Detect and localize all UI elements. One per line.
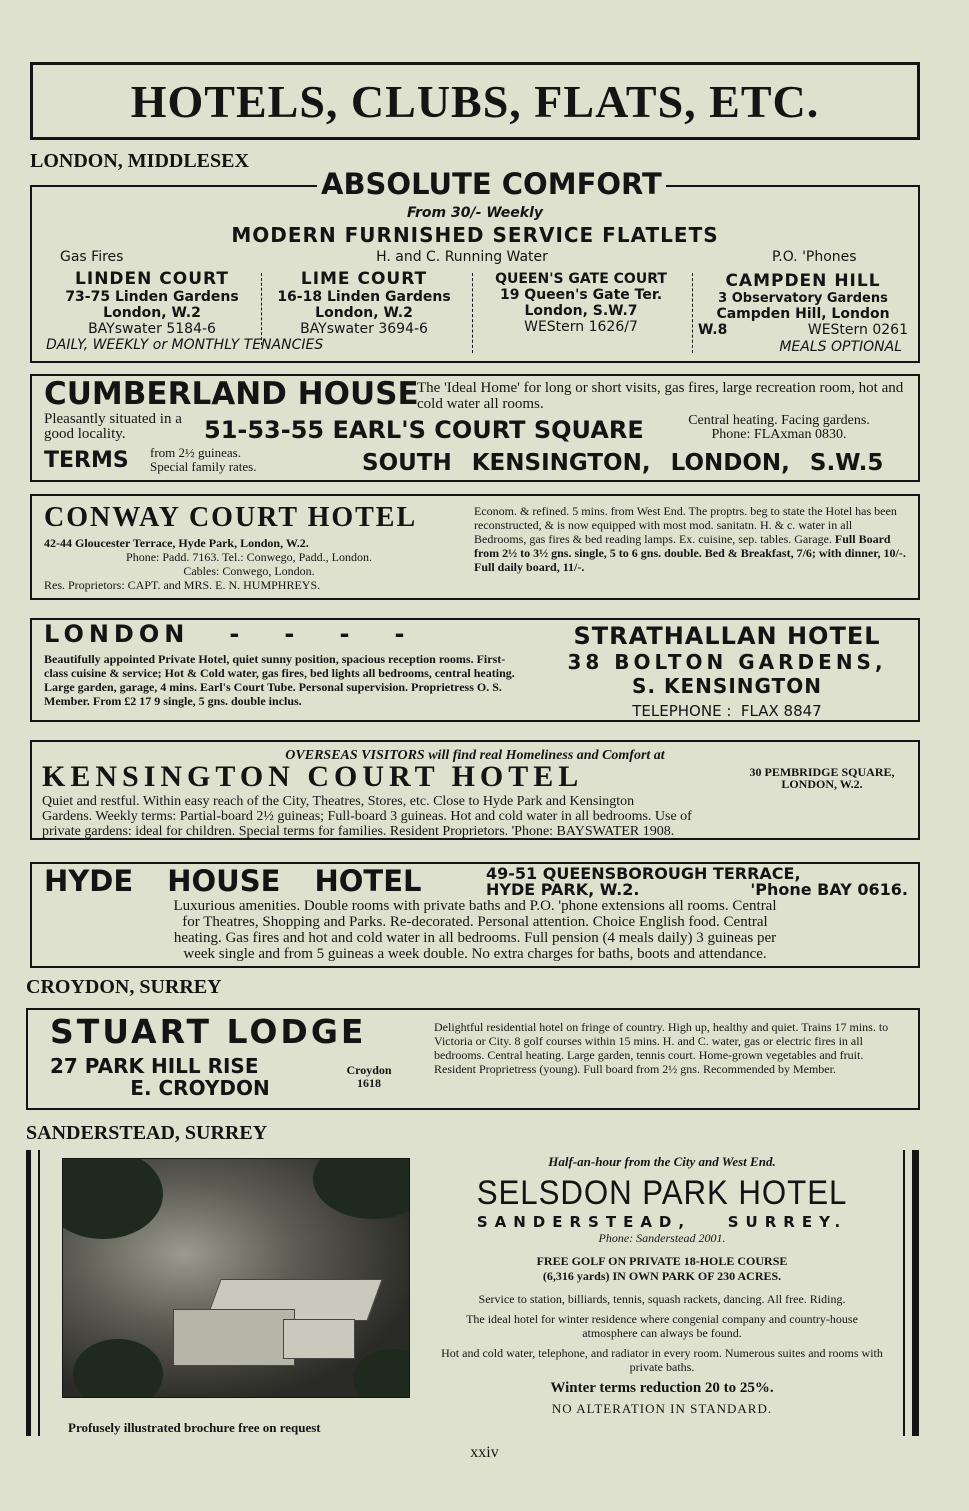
kensington-ad xyxy=(30,740,920,840)
conway-desc: Econom. & refined. 5 mins. from West End. The proptrs. beg to state the Hotel has been reconstructed, & is now equipped with most mod. sanitatn. H. & c. water in all Bedrooms, gas fires & bed reading lamps. Ex. cuisine, sep. tables. Garage. Full Board from 2½ to 3½ gns. single, 5 to 6 gns. double. Bed & Breakfast, 7/6; with dinner, 10/-. Full daily board, 11/-. xyxy=(474,504,906,574)
absolute-tenancies: DAILY, WEEKLY or MONTHLY TENANCIES xyxy=(46,337,324,353)
strathallan-ad xyxy=(30,618,920,722)
divider-1 xyxy=(261,273,262,345)
kensington-tagline: OVERSEAS VISITORS will find real Homeliness and Comfort at xyxy=(285,748,665,763)
page-title: HOTELS, CLUBS, FLATS, ETC. xyxy=(130,76,820,127)
stuart-desc: Delightful residential hotel on fringe of country. High up, healthy and quiet. Trains 17 mins. to Victoria or City. 8 golf courses within 15 mins. H. and C. water, gas or electric fires in all bedrooms. Central heating. Large garden, tennis court. Home-grown vegetables and fruit. Resident Proprietress (young). Full board from 2½ gns. Recommended by Member. xyxy=(434,1020,889,1076)
strathallan-city: LONDON - - - - xyxy=(44,620,410,648)
divider-3 xyxy=(692,273,693,353)
hyde-desc: Luxurious amenities. Double rooms with private baths and P.O. 'phone extensions all rooms. Central for Theatres, Shopping and Parks. Re-decorated. Personal attention. Choice English food. Central heating. Gas fires and hot and cold water in all bedrooms. Full pension (4 meals daily) 3 guineas per week single and from 5 guineas a week double. No extra charges for baths, boots and attendance. xyxy=(173,898,777,962)
absolute-phones: P.O. 'Phones xyxy=(772,249,857,265)
hotel-photo xyxy=(62,1158,410,1398)
right-bar-thick xyxy=(912,1150,919,1436)
conway-res: Res. Proprietors: CAPT. and MRS. E. N. HUMPHREYS. xyxy=(44,578,321,592)
absolute-comfort-ad xyxy=(30,167,920,363)
col-linden: LINDEN COURT 73-75 Linden Gardens London, W.2 BAYswater 5184-6 xyxy=(65,269,239,337)
absolute-water: H. and C. Running Water xyxy=(376,249,548,265)
conway-phone: Phone: Padd. 7163. Tel.: Conwego, Padd., London. Cables: Conwego, London. xyxy=(126,550,372,578)
hyde-address: 49-51 QUEENSBOROUGH TERRACE, HYDE PARK, W.2. 'Phone BAY 0616. xyxy=(486,864,908,899)
col-lime: LIME COURT 16-18 Linden Gardens London, W.2 BAYswater 3694-6 xyxy=(277,269,451,337)
cumberland-location: SOUTH KENSINGTON, LONDON, S.W.5 xyxy=(362,450,884,476)
cumberland-situated: Pleasantly situated in a good locality. xyxy=(44,411,182,442)
absolute-meals: MEALS OPTIONAL xyxy=(779,339,902,355)
stuart-ad xyxy=(26,1008,920,1110)
stuart-tel: Croydon 1618 xyxy=(346,1063,392,1090)
section-sanderstead: SANDERSTEAD, SURREY xyxy=(26,1122,268,1144)
cumberland-heating: Central heating. Facing gardens. Phone: FLAxman 0830. xyxy=(688,413,870,442)
absolute-gas: Gas Fires xyxy=(60,249,124,265)
col-queens-gate: QUEEN'S GATE COURT 19 Queen's Gate Ter. London, S.W.7 WEStern 1626/7 xyxy=(495,271,667,335)
cumberland-from: from 2½ guineas. Special family rates. xyxy=(150,445,257,474)
hyde-name: HYDE HOUSE HOTEL xyxy=(44,864,422,898)
header-box xyxy=(30,62,920,140)
selsdon-text: Half-an-hour from the City and West End. SELSDON PARK HOTEL SANDERSTEAD, SURREY. Phone: Sanderstead 2001. FREE GOLF ON PRIVATE 18-HOLE COURSE (6,316 yards) IN OWN PARK OF 230 ACRES. Service to station, billiards, tennis, squash rackets, dancing. All free. Riding. The ideal hotel for winter residence where congenial company and country-house atmosphere can always be found. Hot and cold water, telephone, and radiator in every room. Numerous suites and rooms with private baths. Winter terms reduction 20 to 25%. NO ALTERATION IN STANDARD. xyxy=(441,1154,883,1416)
divider-2 xyxy=(472,273,473,353)
absolute-title: ABSOLUTE COMFORT xyxy=(317,167,666,201)
cumberland-terms: TERMS xyxy=(44,448,129,473)
cumberland-ad xyxy=(30,374,920,482)
section-croydon: CROYDON, SURREY xyxy=(26,976,222,998)
section-london: LONDON, MIDDLESEX xyxy=(30,150,249,172)
cumberland-name: CUMBERLAND HOUSE xyxy=(44,376,419,412)
conway-ad xyxy=(30,494,920,600)
absolute-subtitle: MODERN FURNISHED SERVICE FLATLETS xyxy=(231,223,719,247)
kensington-address: 30 PEMBRIDGE SQUARE, LONDON, W.2. xyxy=(749,765,895,791)
brochure-note: Profusely illustrated brochure free on request xyxy=(68,1420,321,1435)
stuart-address2: E. CROYDON xyxy=(130,1076,270,1100)
strathallan-desc: Beautifully appointed Private Hotel, quiet sunny position, spacious reception rooms. First-class cuisine & service; Hot & Cold water, gas fires, bed lights all bedrooms, central heating. Large garden, garage, 4 mins. Earl's Court Tube. Personal supervision. Proprietress O. S. Member. From £2 17 9 single, 5 gns. double inclus. xyxy=(44,652,515,708)
stuart-name: STUART LODGE xyxy=(50,1012,367,1051)
col-campden: CAMPDEN HILL 3 Observatory Gardens Campden Hill, London W.8 WEStern 0261 xyxy=(698,271,908,338)
left-bar-thin xyxy=(38,1150,40,1436)
hyde-ad xyxy=(30,862,920,968)
cumberland-desc: The 'Ideal Home' for long or short visits, gas fires, large recreation room, hot and cold water all rooms. xyxy=(417,380,904,412)
stuart-address1: 27 PARK HILL RISE xyxy=(50,1054,259,1078)
kensington-desc: Quiet and restful. Within easy reach of the City, Theatres, Stores, etc. Close to Hyde Park and Kensington Gardens. Weekly terms: Partial-board 2½ guineas; Full-board 3 guineas. Hot and cold water in all bedrooms. Use of private gardens: ideal for children. Special terms for families. Resident Proprietors. 'Phone: BAYSWATER 1908. xyxy=(42,794,692,839)
left-bar-thick xyxy=(26,1150,31,1436)
conway-name: CONWAY COURT HOTEL xyxy=(44,502,418,533)
cumberland-address: 51-53-55 EARL'S COURT SQUARE xyxy=(204,416,644,444)
conway-address: 42-44 Gloucester Terrace, Hyde Park, London, W.2. xyxy=(44,536,309,550)
strathallan-info: STRATHALLAN HOTEL 38 BOLTON GARDENS, S. KENSINGTON TELEPHONE : FLAX 8847 xyxy=(567,622,887,720)
right-bar-thin xyxy=(903,1150,905,1436)
absolute-from: From 30/- Weekly xyxy=(406,205,544,221)
page-number: xxiv xyxy=(470,1444,499,1461)
kensington-name: KENSINGTON COURT HOTEL xyxy=(42,760,584,793)
